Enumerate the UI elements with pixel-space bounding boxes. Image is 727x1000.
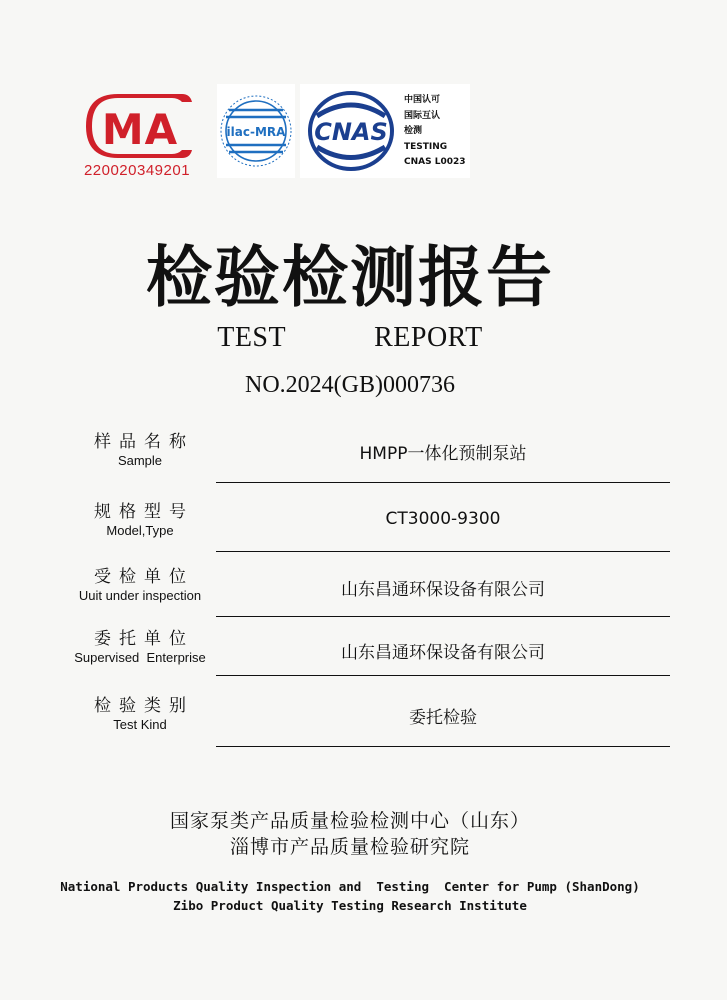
- field-label-test-kind: [60, 696, 220, 733]
- institute-name-cn-1: 国家泵类产品质量检验检测中心（山东）: [169, 810, 530, 832]
- report-title-en: TEST REPORT: [217, 322, 483, 353]
- field-underline: [216, 616, 670, 617]
- field-label-client-unit: [60, 629, 220, 666]
- field-value-client-unit: 山东昌通环保设备有限公司: [341, 643, 545, 663]
- label-cn: 检验类别: [94, 696, 194, 716]
- field-underline: [216, 675, 670, 676]
- label-en: Test Kind: [113, 717, 167, 732]
- field-value-test-kind: 委托检验: [409, 708, 477, 728]
- cnas-line: 国际互认: [404, 110, 441, 121]
- cnas-logo-text: CNAS: [314, 118, 388, 146]
- institute-name-cn-2: 淄博市产品质量检验研究院: [229, 836, 470, 858]
- field-value-sample: HMPP一体化预制泵站: [359, 444, 527, 464]
- label-en: Model,Type: [106, 523, 174, 538]
- field-underline: [216, 746, 670, 747]
- label-cn: 规格型号: [94, 502, 194, 522]
- cnas-line: 检测: [404, 126, 423, 136]
- field-value-model: CT3000-9300: [385, 509, 501, 529]
- field-underline: [216, 482, 670, 483]
- ilac-mra-logo: [217, 84, 295, 178]
- report-number: NO.2024(GB)000736: [245, 372, 455, 398]
- institute-name-en-2: Zibo Product Quality Testing Research Institute: [173, 898, 527, 913]
- report-title-cn: 检验检测报告: [146, 239, 554, 316]
- label-en: Supervised Enterprise: [74, 650, 206, 665]
- field-label-model: [60, 502, 220, 539]
- field-underline: [216, 551, 670, 552]
- institute-name-en-1: National Products Quality Inspection and Testing Center for Pump (ShanDong): [60, 879, 640, 894]
- cnas-logo: [307, 90, 395, 172]
- label-cn: 受检单位: [94, 567, 194, 587]
- label-en: Uuit under inspection: [78, 588, 202, 603]
- field-value-inspected-unit: 山东昌通环保设备有限公司: [341, 580, 545, 600]
- label-cn: 委托单位: [94, 629, 194, 649]
- field-label-sample: [60, 432, 220, 469]
- svg-text:MA: MA: [101, 105, 179, 154]
- label-en: Sample: [117, 453, 163, 468]
- cnas-accreditation-text: [404, 93, 470, 171]
- field-label-inspected-unit: [60, 567, 220, 604]
- cnas-line: 中国认可: [404, 95, 441, 105]
- label-cn: 样品名称: [94, 432, 194, 452]
- ilac-logo-text: ilac-MRA: [226, 125, 286, 139]
- cnas-line: CNAS L0023: [404, 157, 466, 167]
- cma-certificate-number: 220020349201: [83, 162, 191, 179]
- cnas-line: TESTING: [404, 141, 448, 152]
